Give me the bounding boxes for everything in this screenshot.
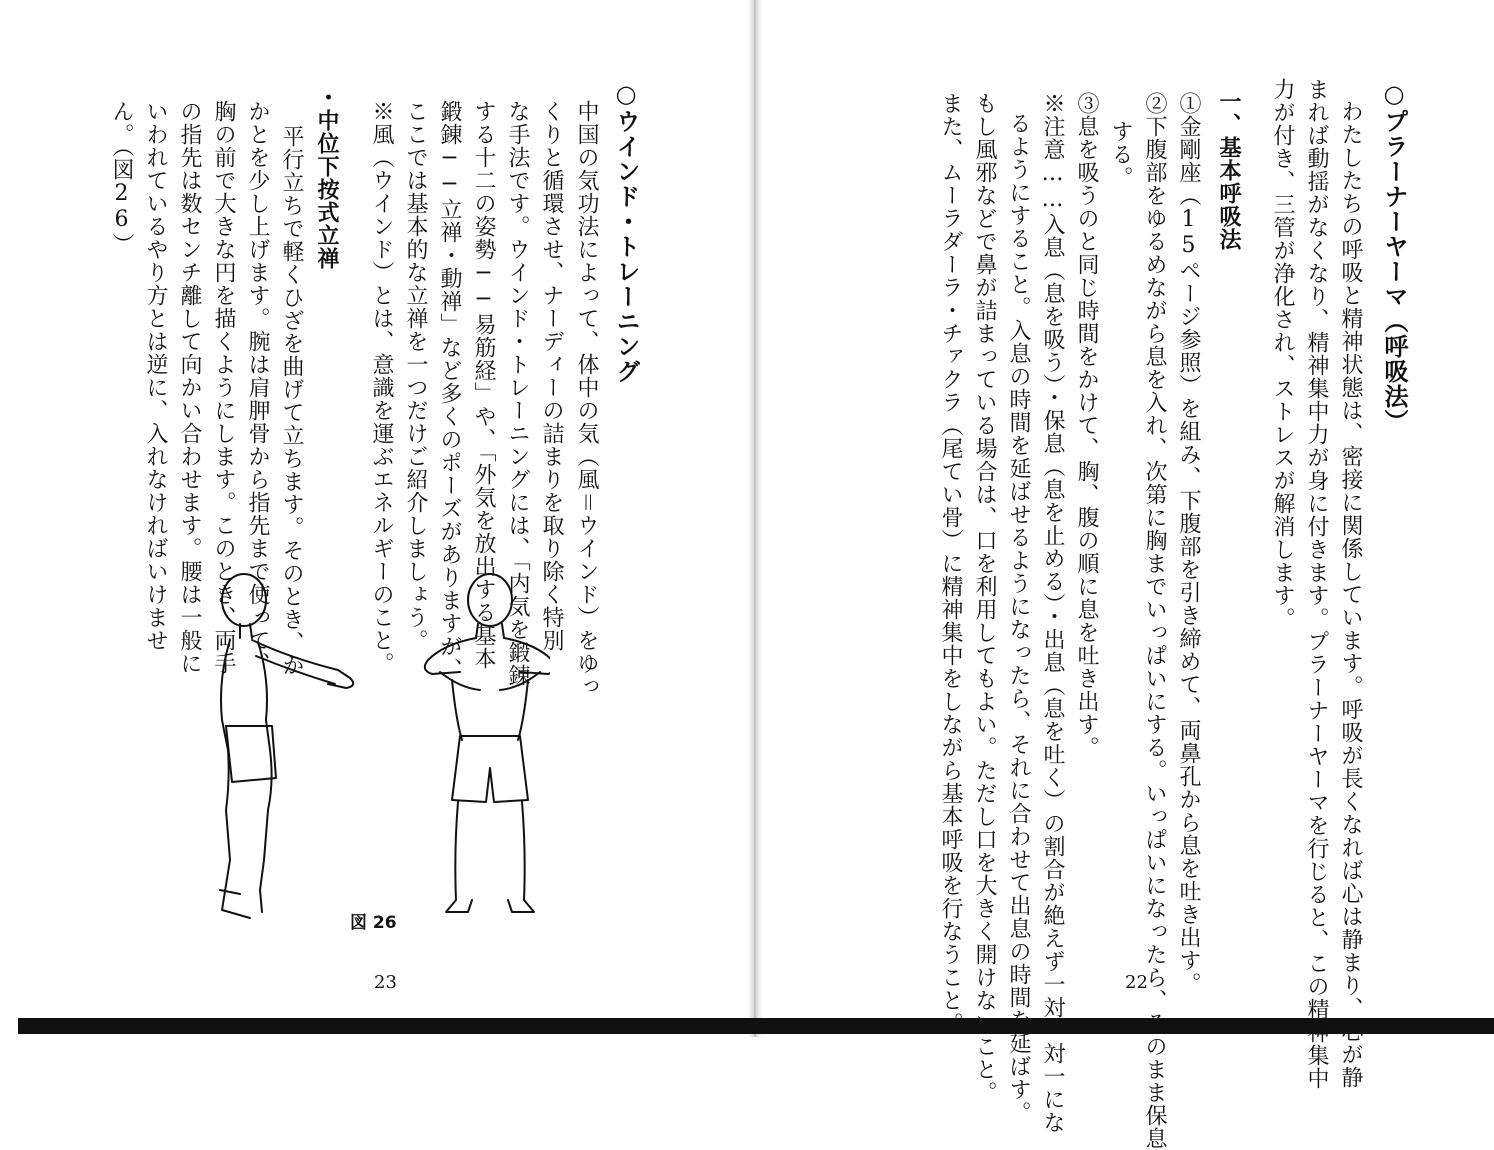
section-heading-pranayama: ○プラーナーヤーマ（呼吸法） — [1380, 80, 1408, 434]
body-line: くりと循環させ、ナーディーの詰まりを取り除く特別 — [539, 100, 564, 652]
section-heading-wind-training: ○ウインド・トレーニング — [612, 80, 640, 384]
page-number: 23 — [374, 972, 397, 993]
body-line: 平行立ちで軽くひざを曲げて立ちます。そのとき、か — [279, 125, 304, 677]
step-line: ③息を吸うのと同じ時間をかけて、胸、腹の順に息を吐き出す。 — [1074, 92, 1099, 759]
body-line: ん。（図26） — [109, 100, 134, 256]
figure-label: 図 26 — [350, 913, 397, 933]
body-line: 胸の前で大きな円を描くようにします。このとき、両手 — [211, 100, 236, 675]
step-line: ①金剛座（15ページ参照）を組み、下腹部を引き締めて、両鼻孔から息を吐き出す。 — [1176, 92, 1201, 995]
note-line: ※風（ウインド）とは、意識を運ぶエネルギーのこと。 — [369, 100, 394, 675]
front-view-figure — [425, 574, 550, 912]
left-page — [0, 0, 752, 1037]
body-line: 力が付き、三管が浄化され、ストレスが解消します。 — [1270, 78, 1295, 630]
body-line: いわれているやり方とは逆に、入れなければいけませ — [143, 100, 168, 652]
subheading-basic-breathing: 一、基本呼吸法 — [1216, 90, 1241, 251]
body-line: 鍛錬──立禅・動禅」など多くのポーズがありますが、 — [437, 100, 462, 681]
body-line: する十二の姿勢──易筋経」や、「外気を放出する基本 — [471, 100, 496, 670]
step-line: する。 — [1108, 120, 1133, 189]
standing-meditation-illustration — [200, 560, 550, 940]
body-line: かとを少し上げます。腕は肩胛骨から指先まで使って、 — [245, 100, 270, 675]
note-line: また、ムーラダーラ・チァクラ（尾てい骨）に精神集中をしながら基本呼吸を行なうこと。 — [938, 92, 963, 1035]
body-line: まれば動揺がなくなり、精神集中力が身に付きます。プラーナーヤーマを行じると、この精神集中 — [1304, 78, 1329, 1090]
subheading-standing-meditation: ・中位下按式立禅 — [314, 86, 339, 270]
page-number: 22 — [1125, 972, 1148, 993]
body-line: な手法です。ウインド・トレーニングには、「内気を鍛錬 — [505, 100, 530, 687]
body-line: わたしたちの呼吸と精神状態は、密接に関係しています。呼吸が長くなれば心は静まり、心が静 — [1338, 100, 1363, 1089]
step-line: ②下腹部をゆるめながら息を入れ、次第に胸までいっぱいにする。いっぱいになったら、そのまま保息 — [1142, 92, 1167, 1150]
note-line: もし風邪などで鼻が詰まっている場合は、口を利用してもよい。ただし口を大きく開けないこと。 — [972, 92, 997, 1104]
note-line: るようにすること。入息の時間を延ばせるようになったら、それに合わせて出息の時間を延ばす。 — [1006, 112, 1031, 1124]
side-view-figure — [220, 574, 353, 918]
body-line: ここでは基本的な立禅を一つだけご紹介しましょう。 — [403, 100, 428, 652]
right-page — [760, 0, 1494, 1150]
note-line: ※注意……入息（息を吸う）・保息（息を止める）・出息（息を吐く）の割合が絶えず一対一対一にな — [1040, 92, 1065, 1134]
body-line: の指先は数センチ離して向かい合わせます。腰は一般に — [177, 100, 202, 675]
body-line: 中国の気功法によって、体中の気（風＝ウインド）をゆっ — [574, 100, 599, 698]
